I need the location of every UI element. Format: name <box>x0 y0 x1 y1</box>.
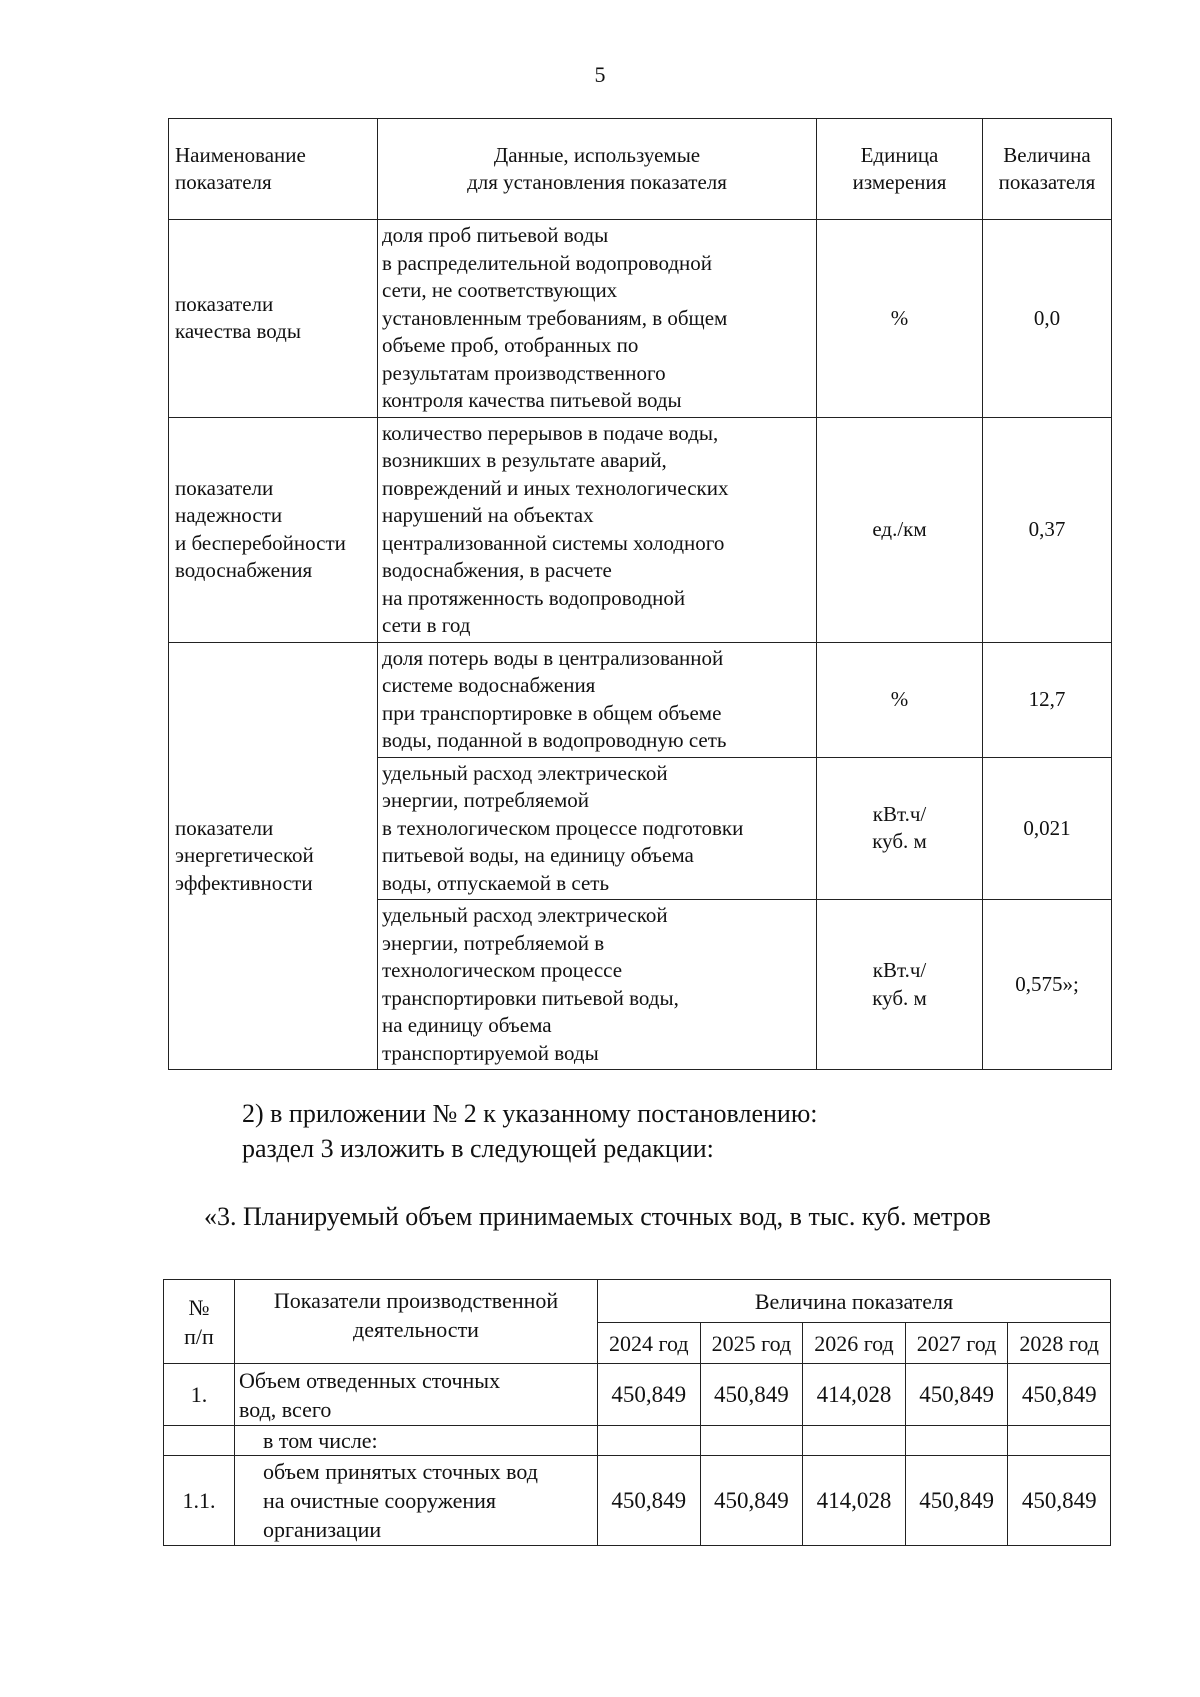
indicator-data-cell: доля проб питьевой воды в распределительной водопроводной сети, не соответствующих установленным требованиям, в общем объеме проб, отобранных по результатам производственного контроля качества питьевой воды <box>378 220 817 418</box>
value-cell <box>1008 1426 1111 1456</box>
amendment-paragraph-2: раздел 3 изложить в следующей редакции: <box>242 1134 714 1163</box>
value-cell <box>905 1426 1008 1456</box>
page-number: 5 <box>594 62 606 87</box>
value-cell: 450,849 <box>700 1456 803 1546</box>
row-number <box>164 1426 235 1456</box>
water-indicators-table <box>168 118 1112 1070</box>
unit-cell: % <box>817 220 983 418</box>
value-cell: 0,37 <box>983 417 1112 642</box>
header-value: Величина показателя <box>983 119 1112 220</box>
indicator-name-cell: показатели надежности и бесперебойности водоснабжения <box>169 417 378 642</box>
indicator-data-cell: доля потерь воды в централизованной системе водоснабжения при транспортировке в общем объеме воды, поданной в водопроводную сеть <box>378 642 817 757</box>
value-cell: 450,849 <box>598 1456 701 1546</box>
value-cell: 0,575»; <box>983 900 1112 1070</box>
table-row <box>164 1426 1111 1456</box>
header-unit: Единица измерения <box>817 119 983 220</box>
value-cell: 450,849 <box>598 1364 701 1426</box>
value-cell: 0,0 <box>983 220 1112 418</box>
value-cell <box>598 1426 701 1456</box>
unit-cell: % <box>817 642 983 757</box>
value-cell: 414,028 <box>803 1364 906 1426</box>
row-indicator: в том числе: <box>235 1426 598 1456</box>
header-year: 2024 год <box>598 1323 701 1364</box>
value-cell: 450,849 <box>700 1364 803 1426</box>
unit-cell: ед./км <box>817 417 983 642</box>
indicator-data-cell: удельный расход электрической энергии, потребляемой в технологическом процессе подготовки питьевой воды, на единицу объема воды, отпускаемой в сеть <box>378 757 817 900</box>
table-row <box>164 1364 1111 1426</box>
indicator-data-cell: количество перерывов в подаче воды, возникших в результате аварий, повреждений и иных технологических нарушений на объектах централизованной системы холодного водоснабжения, в расчете на протяженность водопроводной сети в год <box>378 417 817 642</box>
row-number: 1.1. <box>164 1456 235 1546</box>
header-value-group: Величина показателя <box>598 1280 1111 1323</box>
indicator-data-cell: удельный расход электрической энергии, потребляемой в технологическом процессе транспортировки питьевой воды, на единицу объема транспортируемой воды <box>378 900 817 1070</box>
table-header-row <box>169 119 1112 220</box>
header-year: 2025 год <box>700 1323 803 1364</box>
unit-cell: кВт.ч/ куб. м <box>817 900 983 1070</box>
value-cell: 450,849 <box>1008 1456 1111 1546</box>
header-year: 2026 год <box>803 1323 906 1364</box>
table-row <box>164 1456 1111 1546</box>
header-year: 2028 год <box>1008 1323 1111 1364</box>
value-cell: 450,849 <box>1008 1364 1111 1426</box>
unit-cell: кВт.ч/ куб. м <box>817 757 983 900</box>
row-indicator: объем принятых сточных вод на очистные сооружения организации <box>235 1456 598 1546</box>
indicator-name-cell: показатели энергетической эффективности <box>169 642 378 1070</box>
value-cell: 12,7 <box>983 642 1112 757</box>
table-row <box>169 417 1112 642</box>
value-cell: 450,849 <box>905 1364 1008 1426</box>
table-row <box>169 220 1112 418</box>
value-cell: 414,028 <box>803 1456 906 1546</box>
header-source-data: Данные, используемые для установления показателя <box>378 119 817 220</box>
header-indicator: Показатели производственной деятельности <box>235 1280 598 1364</box>
value-cell: 0,021 <box>983 757 1112 900</box>
indicator-name-cell: показатели качества воды <box>169 220 378 418</box>
table-header-row <box>164 1280 1111 1323</box>
row-indicator: Объем отведенных сточных вод, всего <box>235 1364 598 1426</box>
header-indicator-name: Наименование показателя <box>169 119 378 220</box>
header-number: № п/п <box>164 1280 235 1364</box>
wastewater-volume-table <box>163 1279 1111 1546</box>
amendment-paragraph: 2) в приложении № 2 к указанному постановлению: <box>242 1099 818 1128</box>
table-row <box>169 642 1112 757</box>
value-cell <box>700 1426 803 1456</box>
header-year: 2027 год <box>905 1323 1008 1364</box>
value-cell: 450,849 <box>905 1456 1008 1546</box>
value-cell <box>803 1426 906 1456</box>
row-number: 1. <box>164 1364 235 1426</box>
section-heading: «3. Планируемый объем принимаемых сточных вод, в тыс. куб. метров <box>204 1202 991 1231</box>
